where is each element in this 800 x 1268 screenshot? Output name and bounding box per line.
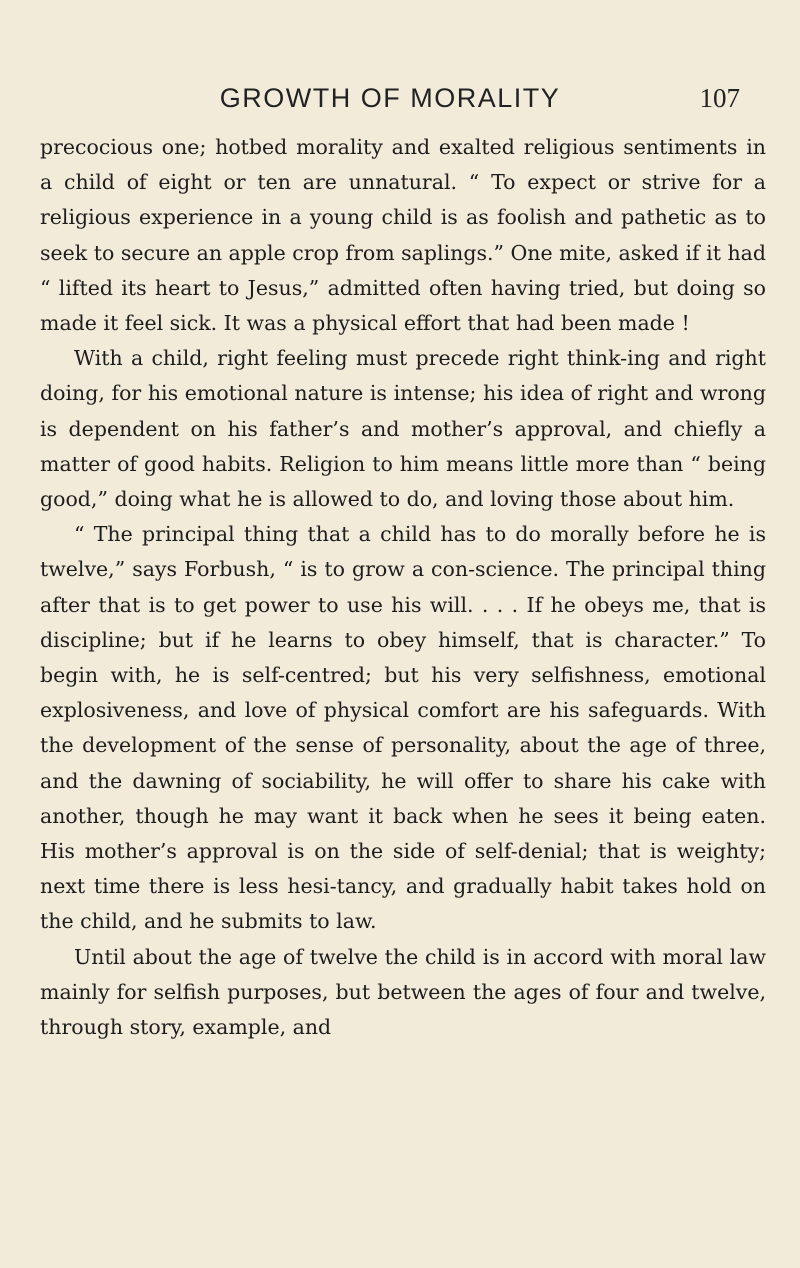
paragraph-continued: precocious one; hotbed morality and exalted religious sentiments in a child of eight or ten are unnatural. “ To expect or strive for a religious experience in a young child is as foolish and pathetic as to seek to secure an apple crop from saplings.” One mite, asked if it had “ lifted its heart to Jesus,” admitted often having tried, but doing so made it feel sick. It was a physical effort that had been made ! bbox=[40, 135, 767, 336]
paragraph: Until about the age of twelve the child is in accord with moral law mainly for selfish purposes, but between the ages of four and twelve, through story, example, and bbox=[40, 944, 766, 1040]
body-text bbox=[40, 130, 766, 1045]
paragraph: “ The principal thing that a child has to do morally before he is twelve,” says Forbush, “ is to grow a con-science. The principal thing after that is to get power to use his will. . . . If he obeys me, that is discipline; but if he learns to obey himself, that is character.” To begin with, he is self-centred; but his very selfishness, emotional explosiveness, and love of physical comfort are his safeguards. With the development of the sense of personality, about the age of three, and the dawning of sociability, he will offer to share his cake with another, though he may want it back when he sees it being eaten. His mother’s approval is on the side of self-denial; that is weighty; next time there is less hesi-tancy, and gradually habit takes hold on the child, and he submits to law. bbox=[40, 522, 766, 934]
page-number: 107 bbox=[699, 83, 740, 113]
chapter-title: GROWTH OF MORALITY bbox=[219, 83, 561, 113]
paragraph: With a child, right feeling must precede right think-ing and right doing, for his emotional nature is intense; his idea of right and wrong is dependent on his father’s and mother’s approval, and chiefly a matter of good habits. Religion to him means little more than “ being good,” doing what he is allowed to do, and loving those about him. bbox=[40, 346, 766, 512]
running-head bbox=[40, 78, 740, 118]
